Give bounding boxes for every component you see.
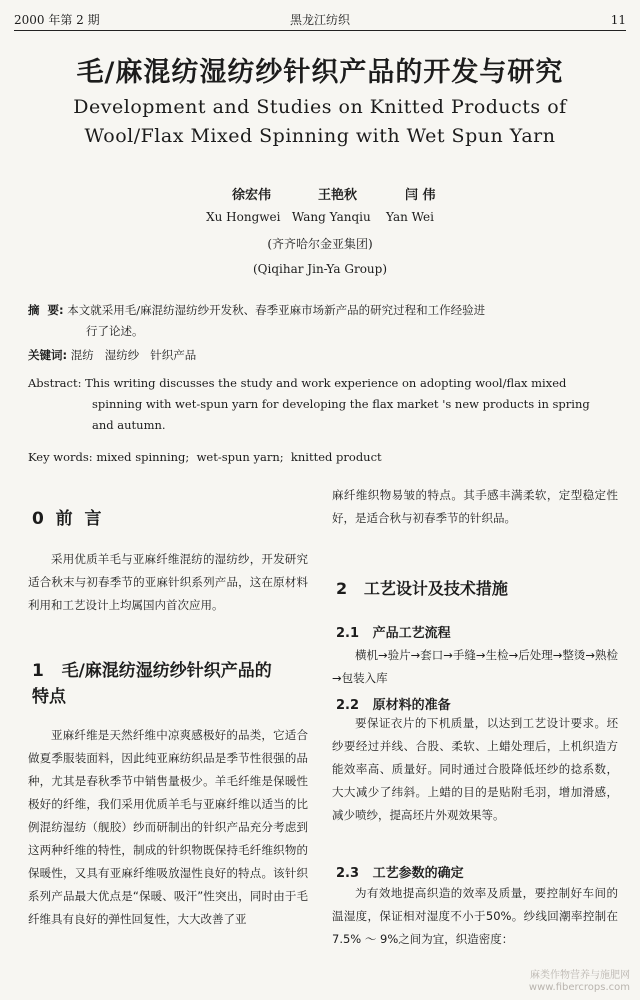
- abstract-en-text-3: and autumn.: [92, 418, 166, 432]
- left-column: [28, 0, 308, 1000]
- journal-name: 黑龙江纺织: [289, 13, 350, 27]
- section-1-paragraph: 亚麻纤维是天然纤维中凉爽感极好的品类，它适合做夏季服装面料，因此纯亚麻纺织品是季节性很强的品种，尤其是春秋季节中销售量极少。羊毛纤维是保暖性极好的纤维，我们采用优质羊毛与亚麻纤维以适当的比例混纺湿纺（舰胶）纱而研制出的针织产品充分考虑到这两种纤维的特性，制成的针织物既保持毛纤维织物的保暖性，又具有亚麻纤维吸放湿性良好的特点。该针织系列产品最大优点是“保暖、吸汗”性突出，同时由于毛纤维具有良好的弹性回复性，大大改善了亚: [28, 728, 308, 926]
- issue-label: 2000 年第 2 期: [14, 13, 100, 27]
- section-2-3-title: 2.3 工艺参数的确定: [336, 866, 464, 881]
- affiliation-chinese: (齐齐哈尔金亚集团): [267, 237, 373, 251]
- right-column: [332, 0, 618, 1000]
- abstract-en-label: Abstract:: [28, 376, 82, 390]
- title-english-line1: Development and Studies on Knitted Products of: [73, 96, 567, 118]
- watermark-line2: www.fibercrops.com: [528, 982, 630, 993]
- title-english-line2: Wool/Flax Mixed Spinning with Wet Spun Yarn: [84, 125, 556, 147]
- keywords-en-label: Key words:: [28, 450, 93, 464]
- section-2-1-title: 2.1 产品工艺流程: [336, 626, 451, 641]
- author-cn-1: 徐宏伟: [232, 188, 272, 203]
- section-2-3-paragraph: 为有效地提高织造的效率及质量，要控制好车间的温湿度，保证相对湿度不小于50%。纱线回潮率控制在 7.5% ～ 9%之间为宜，织造密度：: [332, 886, 618, 946]
- section-2-2-title: 2.2 原材料的准备: [336, 698, 451, 713]
- keywords-cn-text: 混纺 湿纺纱 针织产品: [70, 348, 197, 362]
- section-2-title: 2 工艺设计及技术措施: [336, 579, 508, 598]
- page-number: 11: [610, 13, 626, 27]
- abstract-en-text-1: This writing discusses the study and work experience on adopting wool/flax mixed: [85, 376, 567, 390]
- section-2-2-paragraph: 要保证衣片的下机质量，以达到工艺设计要求。坯纱要经过并线、合股、柔软、上蜡处理后，上机织造方能效率高、质量好。同时通过合股降低坯纱的捻系数，大大减少了纬斜。上蜡的目的是贴附毛羽，增加滑感，减少喷纱，提高坯片外观效果等。: [332, 716, 618, 822]
- title-chinese: 毛/麻混纺湿纺纱针织产品的开发与研究: [76, 57, 564, 88]
- continued-paragraph: 麻纤维织物易皱的特点。其手感丰满柔软，定型稳定性好，是适合秋与初春季节的针织品。: [332, 488, 618, 525]
- section-1-title-line1: 1 毛/麻混纺湿纺纱针织产品的: [32, 661, 272, 681]
- affiliation-english: (Qiqihar Jin-Ya Group): [252, 262, 388, 276]
- section-0-title: 0 前 言: [32, 509, 102, 529]
- abstract-cn-text-2: 行了论述。: [86, 324, 144, 338]
- author-cn-2: 王艳秋: [318, 188, 358, 203]
- author-cn-3: 闫 伟: [405, 188, 436, 203]
- abstract-cn-text-1: 本文就采用毛/麻混纺湿纺纱开发秋、春季亚麻市场新产品的研究过程和工作经验进: [67, 303, 486, 317]
- abstract-en-text-2: spinning with wet-spun yarn for developing the flax market 's new products in spring: [92, 397, 590, 411]
- abstract-cn-label: 摘 要:: [28, 303, 64, 317]
- section-0-paragraph: 采用优质羊毛与亚麻纤维混纺的湿纺纱，开发研究适合秋末与初春季节的亚麻针织系列产品，这在原材料利用和工艺设计上均属国内首次应用。: [28, 552, 308, 612]
- watermark-line1: 麻类作物营养与施肥网: [530, 970, 630, 981]
- keywords-cn-label: 关键词:: [28, 348, 68, 362]
- keywords-en-text: mixed spinning; wet-spun yarn; knitted product: [96, 450, 382, 464]
- section-1-title-line2: 特点: [32, 687, 66, 707]
- authors-english: Xu Hongwei Wang Yanqiu Yan Wei: [206, 210, 434, 224]
- process-flow: 横机→验片→套口→手缝→生检→后处理→整烫→熟检→包装入库: [332, 648, 618, 685]
- site-watermark: [529, 970, 630, 994]
